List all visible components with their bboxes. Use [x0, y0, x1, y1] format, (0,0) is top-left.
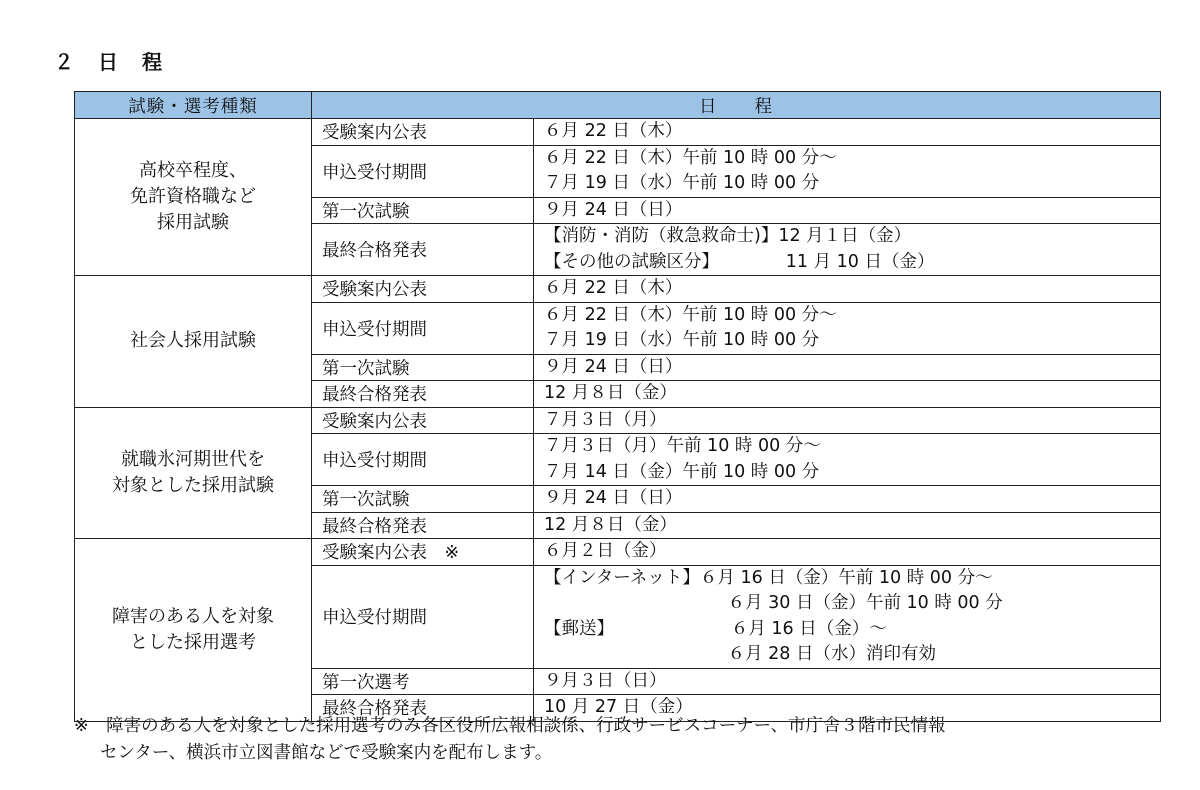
schedule-date-line: 10 月 27 日（金）: [544, 697, 693, 717]
schedule-date-cell: [534, 302, 1161, 354]
exam-category-line: 対象とした採用試験: [112, 474, 274, 496]
footnote: [74, 713, 1174, 767]
schedule-date-line: ６月 22 日（木）午前 10 時 00 分～: [544, 147, 837, 168]
exam-category-line: 障害のある人を対象: [112, 605, 274, 627]
schedule-date-line: ７月 19 日（水）午前 10 時 00 分: [544, 173, 820, 193]
schedule-date-line: ７月３日（月）: [544, 409, 667, 430]
schedule-date-cell: [534, 512, 1161, 539]
schedule-date-cell: [534, 434, 1161, 486]
schedule-date-line: ９月 24 日（日）: [544, 199, 683, 220]
schedule-item-label: 申込受付期間: [312, 302, 534, 354]
schedule-date-line: ６月 22 日（木）午前 10 時 00 分～: [544, 304, 837, 325]
footnote-line-2: センター、横浜市立図書館などで受験案内を配布します。: [100, 743, 553, 763]
schedule-date-cell: [534, 668, 1161, 695]
section-heading: ２ 日 程: [54, 50, 164, 74]
table-header-row: [75, 92, 1161, 119]
schedule-date-line: 【消防・消防（救急救命士)】12 月１日（金）: [544, 226, 912, 246]
schedule-date-cell: [534, 354, 1161, 381]
schedule-table: [74, 91, 1161, 722]
exam-category-cell: [75, 276, 312, 408]
schedule-date-line: 【インターネット】６月 16 日（金）午前 10 時 00 分～: [544, 567, 993, 588]
table-row: [75, 407, 1161, 434]
schedule-item-label: 受験案内公表 ※: [312, 539, 534, 566]
schedule-date-line: 12 月８日（金）: [544, 514, 677, 535]
schedule-date-line: 【郵送】 ６月 16 日（金）～: [544, 618, 887, 639]
header-exam-type: 試験・選考種類: [75, 92, 312, 119]
schedule-item-label: 第一次選考: [312, 668, 534, 695]
exam-category-cell: [75, 407, 312, 539]
exam-category-cell: [75, 539, 312, 722]
schedule-item-label: 最終合格発表: [312, 512, 534, 539]
schedule-date-line: ９月 24 日（日）: [544, 488, 683, 508]
schedule-date-line: ６月２日（金）: [544, 541, 667, 561]
schedule-item-label: 受験案内公表: [312, 276, 534, 303]
exam-category-line: とした採用選考: [130, 631, 256, 653]
schedule-date-cell: [534, 381, 1161, 408]
schedule-item-label: 第一次試験: [312, 197, 534, 224]
schedule-item-label: 最終合格発表: [312, 695, 534, 722]
header-schedule: 日 程: [312, 92, 1161, 119]
schedule-item-label: 受験案内公表: [312, 119, 534, 146]
schedule-date-cell: [534, 276, 1161, 303]
schedule-date-cell: [534, 407, 1161, 434]
schedule-body: [75, 119, 1161, 722]
schedule-date-cell: [534, 119, 1161, 146]
footnote-line-1: ※ 障害のある人を対象とした採用選考のみ各区役所広報相談係、行政サービスコーナー、市庁舎３階市民情報: [74, 716, 946, 736]
schedule-date-line: ７月 14 日（金）午前 10 時 00 分: [544, 461, 820, 482]
schedule-item-label: 第一次試験: [312, 486, 534, 513]
schedule-item-label: 申込受付期間: [312, 434, 534, 486]
schedule-date-cell: [534, 539, 1161, 566]
exam-category-line: 高校卒程度、: [139, 160, 247, 181]
exam-category-line: 社会人採用試験: [130, 330, 256, 352]
schedule-date-line: ９月３日（日）: [544, 670, 667, 691]
exam-category-line: 就職氷河期世代を: [121, 448, 265, 470]
exam-category-line: 免許資格職など: [130, 186, 256, 207]
schedule-item-label: 受験案内公表: [312, 407, 534, 434]
schedule-item-label: 申込受付期間: [312, 145, 534, 197]
schedule-date-cell: [534, 197, 1161, 224]
schedule-item-label: 最終合格発表: [312, 381, 534, 408]
schedule-item-label: 第一次試験: [312, 354, 534, 381]
exam-category-line: 採用試験: [157, 212, 229, 233]
schedule-date-line: ７月 19 日（水）午前 10 時 00 分: [544, 330, 820, 350]
schedule-date-line: 12 月８日（金）: [544, 383, 677, 403]
table-row: [75, 119, 1161, 146]
schedule-date-line: ６月 22 日（木）: [544, 121, 683, 141]
schedule-date-line: ６月 28 日（水）消印有効: [544, 644, 936, 664]
schedule-item-label: 申込受付期間: [312, 565, 534, 668]
schedule-date-cell: [534, 486, 1161, 513]
schedule-date-cell: [534, 145, 1161, 197]
table-row: [75, 276, 1161, 303]
schedule-date-cell: [534, 565, 1161, 668]
schedule-date-line: ９月 24 日（日）: [544, 356, 683, 377]
schedule-date-cell: [534, 224, 1161, 276]
table-row: [75, 539, 1161, 566]
schedule-date-line: ７月３日（月）午前 10 時 00 分～: [544, 436, 821, 456]
schedule-item-label: 最終合格発表: [312, 224, 534, 276]
schedule-date-line: ６月 30 日（金）午前 10 時 00 分: [544, 593, 1003, 613]
schedule-date-line: 【その他の試験区分】 11 月 10 日（金）: [544, 251, 935, 272]
schedule-date-line: ６月 22 日（木）: [544, 278, 683, 298]
exam-category-cell: [75, 119, 312, 276]
